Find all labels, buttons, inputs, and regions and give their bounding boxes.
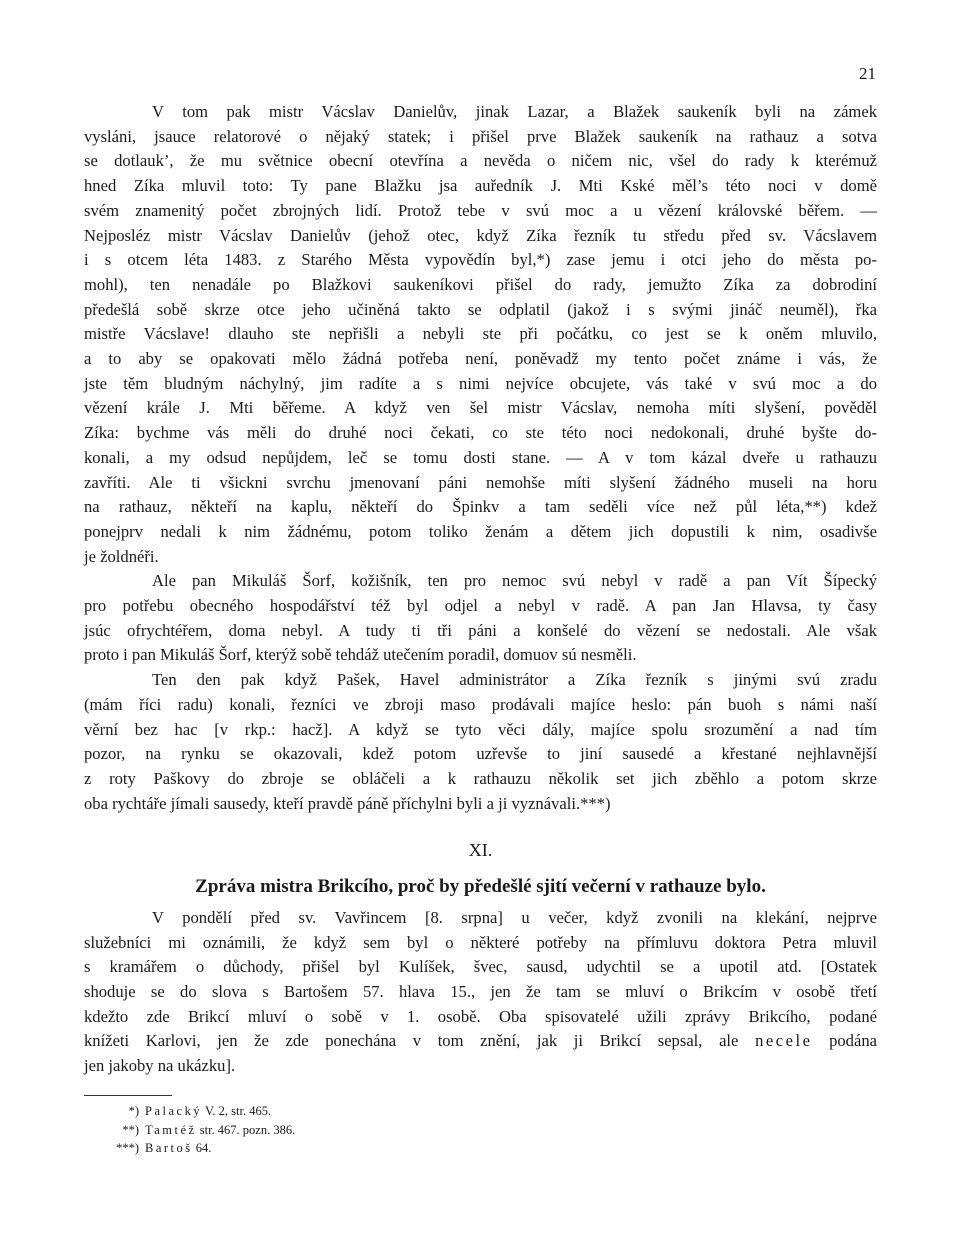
text-line: zavříti. Ale ti všickni svrchu jmenovaní páni nemohše míti slyšení žádného museli na horu	[84, 472, 877, 492]
text-line: vysláni, jsauce relatorové o nějaký statek; i přišel prve Blažek saukeník na rathauz a sotva	[84, 126, 877, 146]
paragraph-4	[84, 906, 877, 1079]
footnote-author: Tamtéž	[145, 1122, 197, 1137]
footnote	[84, 1139, 484, 1158]
text-line: ponejprv nedali k nim žádnému, potom toliko ženám a dětem jich dopustili k nim, osadivše	[84, 521, 877, 541]
section-title: Zpráva mistra Brikcího, proč by předešlé sjití večerní v rathauze bylo.	[195, 876, 766, 898]
paragraph-1	[84, 100, 877, 569]
text-fragment: podána	[829, 1031, 877, 1051]
footnote-ref: 64.	[195, 1141, 212, 1155]
footnote-author: Palacký	[145, 1104, 203, 1118]
footnote-mark: **)	[122, 1122, 139, 1137]
text-line: Ale pan Mikuláš Šorf, kožišník, ten pro nemoc svú nebyl v radě a pan Vít Šípecký	[152, 571, 877, 591]
text-line: proto i pan Mikuláš Šorf, kterýž sobě tehdáž utečením poradil, domuov sú nesměli.	[84, 645, 637, 665]
text-line: předešlá sobě skrze otce jeho učiněná takto se odplatil (jakož i s svými jináč neuměl), řka	[84, 299, 877, 319]
text-line: pozor, na rynku se okazovali, kdež potom uzřevše to jiní sausedé a křestané nejhlavnější	[84, 744, 877, 764]
text-line: konali, a my odsud nepůjdem, leč se tomu dosti stane. — A v tom kázal dveře u rathauzu	[84, 447, 877, 467]
text-line: jste těm bludným náchylný, jim radíte a s nimi nejvíce obcujete, vás také v svú moc a do	[84, 373, 877, 393]
text-line: hned Zíka mluvil toto: Ty pane Blažku jsa auředník J. Mti Kské měl’s této noci v domě	[84, 176, 877, 196]
main-text	[84, 100, 877, 1079]
paragraph-2	[84, 569, 877, 668]
text-line: s kramářem o důchody, přišel byl Kulíšek, švec, sausd, udychtil se a upotil atd. [Ostatek	[84, 957, 877, 977]
text-line: jsúc ofrychtéřem, doma nebyl. A tudy ti tři páni a konšelé do vězení se nedostali. Ale však	[84, 620, 877, 640]
footnote-mark: ***)	[116, 1141, 139, 1155]
text-line: shoduje se do slova s Bartošem 57. hlava 15., jen že tam se mluví o Brikcím v osobě třetí	[84, 981, 877, 1001]
text-line: V tom pak mistr Vácslav Danielův, jinak Lazar, a Blažek saukeník byli na zámek	[152, 102, 877, 121]
paragraph-3	[84, 668, 877, 816]
footnote-ref: str. 467. pozn. 386.	[199, 1122, 296, 1137]
text-line: věrní bez hac [v rkp.: hacž]. A když se tyto věci dály, majíce spolu srozumění a nad tím	[84, 719, 877, 739]
footnote-divider	[84, 1095, 172, 1096]
text-line	[84, 1029, 877, 1054]
text-line: i s otcem léta 1483. z Starého Města vypovědín byl,*) zase jemu i otci jeho do města po-	[84, 250, 877, 270]
text-line: (mám říci radu) konali, řezníci ve zbroji maso prodávali majíce heslo: pán buoh s námi naší	[84, 694, 877, 714]
text-line: Nejposléz mistr Vácslav Danielův (jehož otec, když Zíka řezník tu středu před sv. Vácslavem	[84, 225, 877, 245]
text-line: mohl), ten nenadále po Blažkovi saukeníkovi přišel do rady, jemužto Zíka za dobrodiní	[84, 274, 877, 294]
text-line: Zíka: bychme vás měli do druhé noci čekati, co ste této noci nedokonali, druhé byšte do-	[84, 423, 877, 443]
footnote-mark: *)	[128, 1104, 139, 1118]
text-fragment: knížeti Karlovi, jen že zde ponechána v tom znění, jak ji Brikcí sepsal, ale	[84, 1031, 739, 1051]
footnote-author: Bartoš	[145, 1141, 193, 1155]
text-line: a to aby se opakovati mělo žádná potřeba není, poněvadž my tento počet známe i vás, že	[84, 349, 877, 369]
footnotes	[84, 1095, 484, 1158]
text-line: služebníci mi oznámili, že když sem byl o některé potřeby na přímluvu doktora Petra mluvil	[84, 932, 877, 952]
text-line: mistře Vácslave! dlauho ste nepřišli a nebyli ste při počátku, co jest se k oněm mluvilo,	[84, 324, 877, 344]
footnote	[84, 1121, 484, 1140]
text-line: na rathauz, někteří na kaplu, někteří do Špinkv a tam seděli více než půl léta,**) kdež	[84, 497, 877, 517]
text-line: V pondělí před sv. Vavřincem [8. srpna] u večer, když zvonili na klekání, nejprve	[152, 907, 877, 927]
text-line: je žoldnéři.	[84, 546, 159, 566]
text-line: z roty Paškovy do zbroje se obláčeli a k rathauzu několik set jich zběhlo a potom skrze	[84, 768, 877, 788]
spaced-emphasis: necele	[755, 1031, 813, 1051]
text-line: vězení krále J. Mti běřeme. A když ven šel mistr Vácslav, nemoha míti slyšení, pověděl	[84, 398, 877, 418]
text-line: jen jakoby na ukázku].	[84, 1056, 236, 1076]
text-line: Ten den pak když Pašek, Havel administrátor a Zíka řezník s jinými svú zradu	[152, 670, 877, 690]
text-line: svém znamenitý počet zbrojných lidí. Protož tebe v svú moc a u vězení královské běřem. —	[84, 200, 877, 220]
text-line: kdežto zde Brikcí mluví o sobě v 1. osobě. Oba spisovatelé užili zprávy Brikcího, podané	[84, 1006, 877, 1026]
text-line: pro potřebu obecného hospodářství též byl odjel a nebyl v radě. A pan Jan Hlavsa, ty časy	[84, 596, 877, 616]
text-line: oba rychtáře jímali sausedy, kteří pravdě páně příchylni byli a ji vyznávali.***)	[84, 793, 611, 813]
footnote	[84, 1102, 484, 1121]
footnote-ref: V. 2, str. 465.	[204, 1104, 272, 1118]
section-number: XI.	[468, 840, 493, 861]
text-line: se dotlauk’, že mu světnice obecní otevřína a nevěda o ničem nic, všel do rady k kterémuž	[84, 151, 877, 171]
page-number: 21	[859, 64, 876, 83]
